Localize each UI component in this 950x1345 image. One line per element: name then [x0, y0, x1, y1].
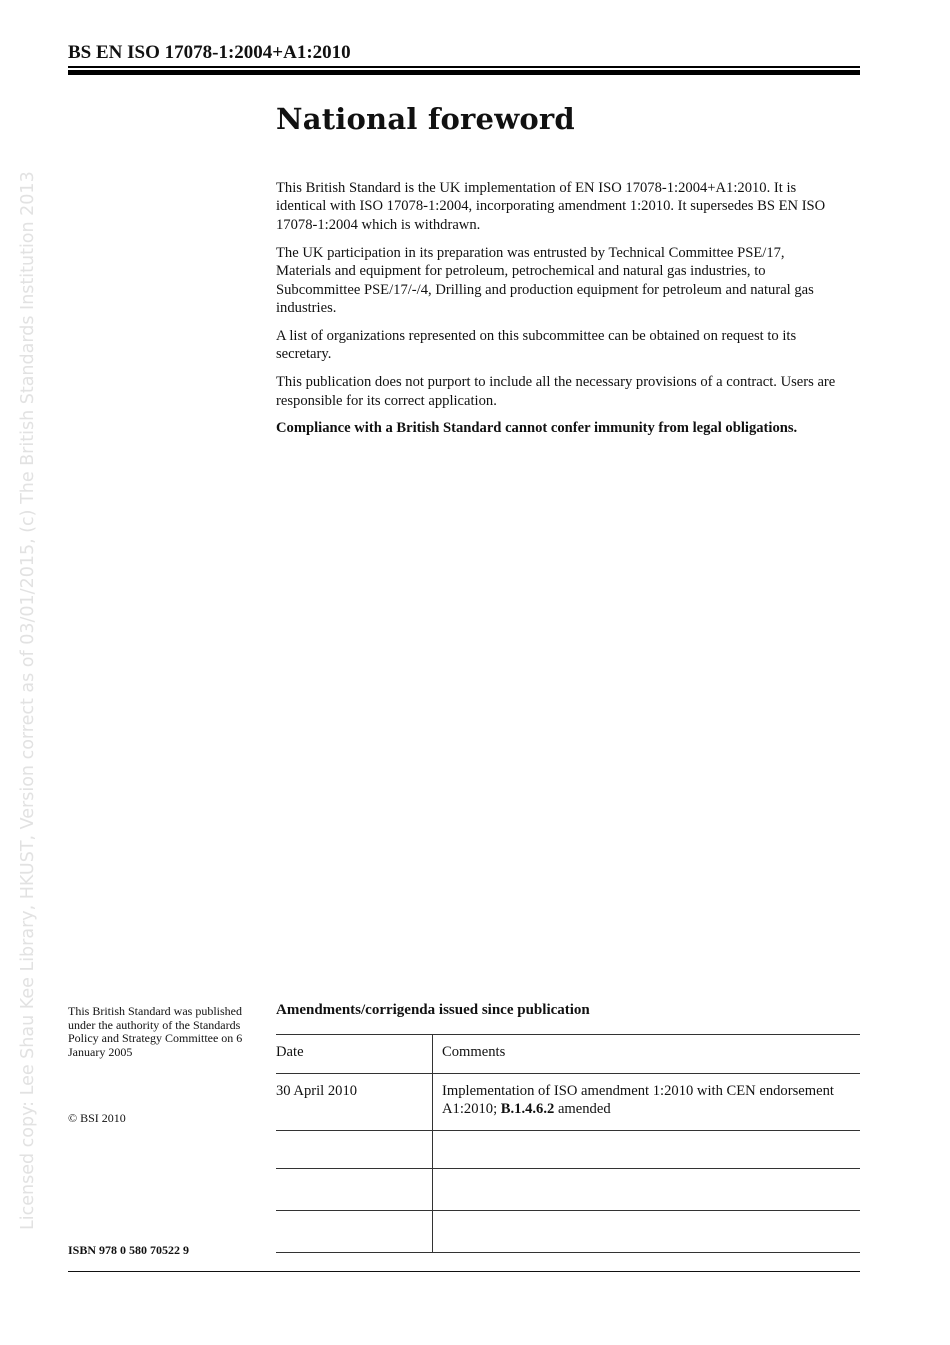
paragraph-participation: The UK participation in its preparation was entrusted by Technical Committee PSE/17, Materials and equipment for petroleum, petrochemical and natural gas industries, to Subcommittee PSE/17/-/4, Drilling and production equipment for petroleum and natural gas industries.	[276, 244, 814, 316]
table-row	[276, 1074, 860, 1131]
amendments-title: Amendments/corrigenda issued since publication	[276, 1002, 590, 1018]
table-header-row	[276, 1035, 860, 1074]
amendments-table	[276, 1034, 860, 1253]
paragraph-compliance: Compliance with a British Standard cannot confer immunity from legal obligations.	[276, 420, 798, 437]
header-thin-rule	[68, 66, 860, 68]
empty-cell	[433, 1169, 861, 1211]
isbn: ISBN 978 0 580 70522 9	[68, 1243, 190, 1257]
column-header-date: Date	[276, 1035, 433, 1074]
empty-cell	[276, 1211, 433, 1253]
document-header-id: BS EN ISO 17078-1:2004+A1:2010	[68, 42, 351, 63]
license-watermark: Licensed copy: Lee Shau Kee Library, HKUST, Version correct as of 03/01/2015, (c) The British Standards Institution 2013	[18, 171, 38, 1230]
header-thick-rule	[68, 70, 860, 75]
table-row-empty	[276, 1211, 860, 1253]
empty-cell	[276, 1131, 433, 1169]
empty-cell	[433, 1131, 861, 1169]
comment-text: Implementation of ISO amendment 1:2010 with CEN endorsement A1:2010;	[442, 1083, 834, 1118]
footer-rule	[68, 1271, 860, 1272]
copyright-notice: © BSI 2010	[68, 1111, 126, 1125]
empty-cell	[433, 1211, 861, 1253]
column-header-comments: Comments	[433, 1035, 861, 1074]
paragraph-organizations: A list of organizations represented on this subcommittee can be obtained on request to its secretary.	[276, 327, 797, 363]
paragraph-contract: This publication does not purport to include all the necessary provisions of a contract. Users are responsible for its correct application.	[276, 374, 836, 409]
table-row-empty	[276, 1169, 860, 1211]
comment-clause-ref: B.1.4.6.2	[500, 1101, 555, 1118]
empty-cell	[276, 1169, 433, 1211]
page-title: National foreword	[276, 102, 575, 136]
comment-text-end: amended	[554, 1101, 611, 1118]
amendment-comment	[433, 1074, 861, 1131]
publication-note: This British Standard was published under the authority of the Standards Policy and Strategy Committee on 6 January 2005	[68, 1004, 243, 1059]
foreword-body	[276, 179, 836, 447]
table-row-empty	[276, 1131, 860, 1169]
paragraph-implementation: This British Standard is the UK implementation of EN ISO 17078-1:2004+A1:2010. It is identical with ISO 17078-1:2004, incorporating amendment 1:2010. It supersedes BS EN ISO 17078-1:2004 which is withdrawn.	[276, 180, 826, 233]
amendment-date: 30 April 2010	[276, 1074, 433, 1131]
